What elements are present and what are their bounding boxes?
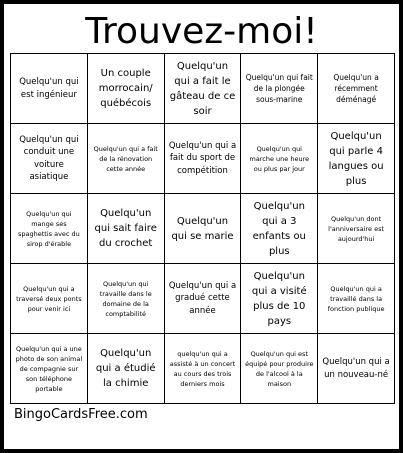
cell-text: Quelqu'un a récemment déménagé	[333, 73, 379, 104]
cell-text: Quelqu'un qui sait faire du crochet	[94, 208, 157, 249]
bingo-cell[interactable]	[165, 334, 242, 404]
bingo-cell[interactable]	[88, 124, 165, 194]
bingo-cell[interactable]	[88, 54, 165, 124]
cell-text: Quelqu'un qui se marie	[171, 215, 234, 242]
bingo-card	[4, 4, 399, 449]
cell-text: Quelqu'un qui travaille dans le domaine de la comptabilité	[99, 279, 152, 318]
bingo-cell[interactable]	[318, 124, 395, 194]
cell-text: Quelqu'un qui a fait du sport de compétition	[168, 140, 237, 176]
cell-text: Quelqu'un qui est ingénieur	[19, 77, 79, 100]
cell-text: Quelqu'un qui conduit une voiture asiatique	[19, 134, 79, 182]
cell-text: Quelqu'un qui parle 4 langues ou plus	[328, 130, 384, 187]
footer-credit: BingoCardsFree.com	[14, 407, 148, 422]
bingo-cell[interactable]	[318, 334, 395, 404]
cell-text: Quelqu'un qui a 3 enfants ou plus	[252, 200, 306, 257]
bingo-cell[interactable]	[11, 54, 88, 124]
bingo-grid	[10, 53, 395, 404]
bingo-cell[interactable]	[318, 264, 395, 334]
cell-text: Un couple morrocain/ québécois	[98, 68, 153, 109]
cell-text: Quelqu'un qui est équipé pour produire de l'alcool à la maison	[245, 349, 314, 388]
bingo-cell[interactable]	[165, 264, 242, 334]
bingo-cell[interactable]	[241, 334, 318, 404]
bingo-cell[interactable]	[11, 124, 88, 194]
bingo-cell[interactable]	[11, 334, 88, 404]
bingo-cell[interactable]	[88, 194, 165, 264]
bingo-cell[interactable]	[165, 194, 242, 264]
cell-text: Quelqu'un qui a travaillé dans la fonction publique	[327, 284, 385, 313]
bingo-cell[interactable]	[241, 264, 318, 334]
bingo-cell[interactable]	[11, 194, 88, 264]
cell-text: quelqu'un qui a assisté à un concert au cours des trois derniers mois	[169, 349, 236, 388]
bingo-cell[interactable]	[241, 54, 318, 124]
cell-text: Quelqu'un qui a un nouveau-né	[322, 357, 390, 380]
cell-text: Quelqu'un qui marche une heure ou plus par jour	[249, 144, 310, 173]
cell-text: Quelqu'un qui a gradué cette année	[168, 280, 237, 316]
cell-text: Quelqu'un qui a traversé deux ponts pour venir ici	[16, 284, 82, 313]
cell-text: Quelqu'un qui fait de la plongée sous-marine	[245, 73, 313, 104]
cell-text: Quelqu'un qui a fait de la rénovation cette année	[93, 144, 158, 173]
cell-text: Quelqu'un qui a fait le gâteau de ce soir	[169, 60, 236, 117]
bingo-cell[interactable]	[165, 124, 242, 194]
bingo-cell[interactable]	[241, 194, 318, 264]
bingo-cell[interactable]	[88, 334, 165, 404]
bingo-cell[interactable]	[318, 54, 395, 124]
bingo-cell[interactable]	[318, 194, 395, 264]
bingo-cell[interactable]	[11, 264, 88, 334]
cell-text: Quelqu'un qui mange ses spaghettis avec du sirop d'érable	[17, 209, 80, 248]
cell-text: Quelqu'un qui a étudié la chimie	[95, 348, 156, 389]
bingo-cell[interactable]	[241, 124, 318, 194]
cell-text: Quelqu'un dont l'anniversaire est aujourd'hui	[328, 214, 385, 243]
cell-text: Quelqu'un qui a visité plus de 10 pays	[251, 270, 307, 327]
bingo-cell[interactable]	[88, 264, 165, 334]
cell-text: Quelqu'un qui a une photo de son animal de compagnie sur son téléphone portable	[15, 344, 83, 393]
card-title: Trouvez-moi!	[85, 11, 318, 52]
bingo-cell[interactable]	[165, 54, 242, 124]
